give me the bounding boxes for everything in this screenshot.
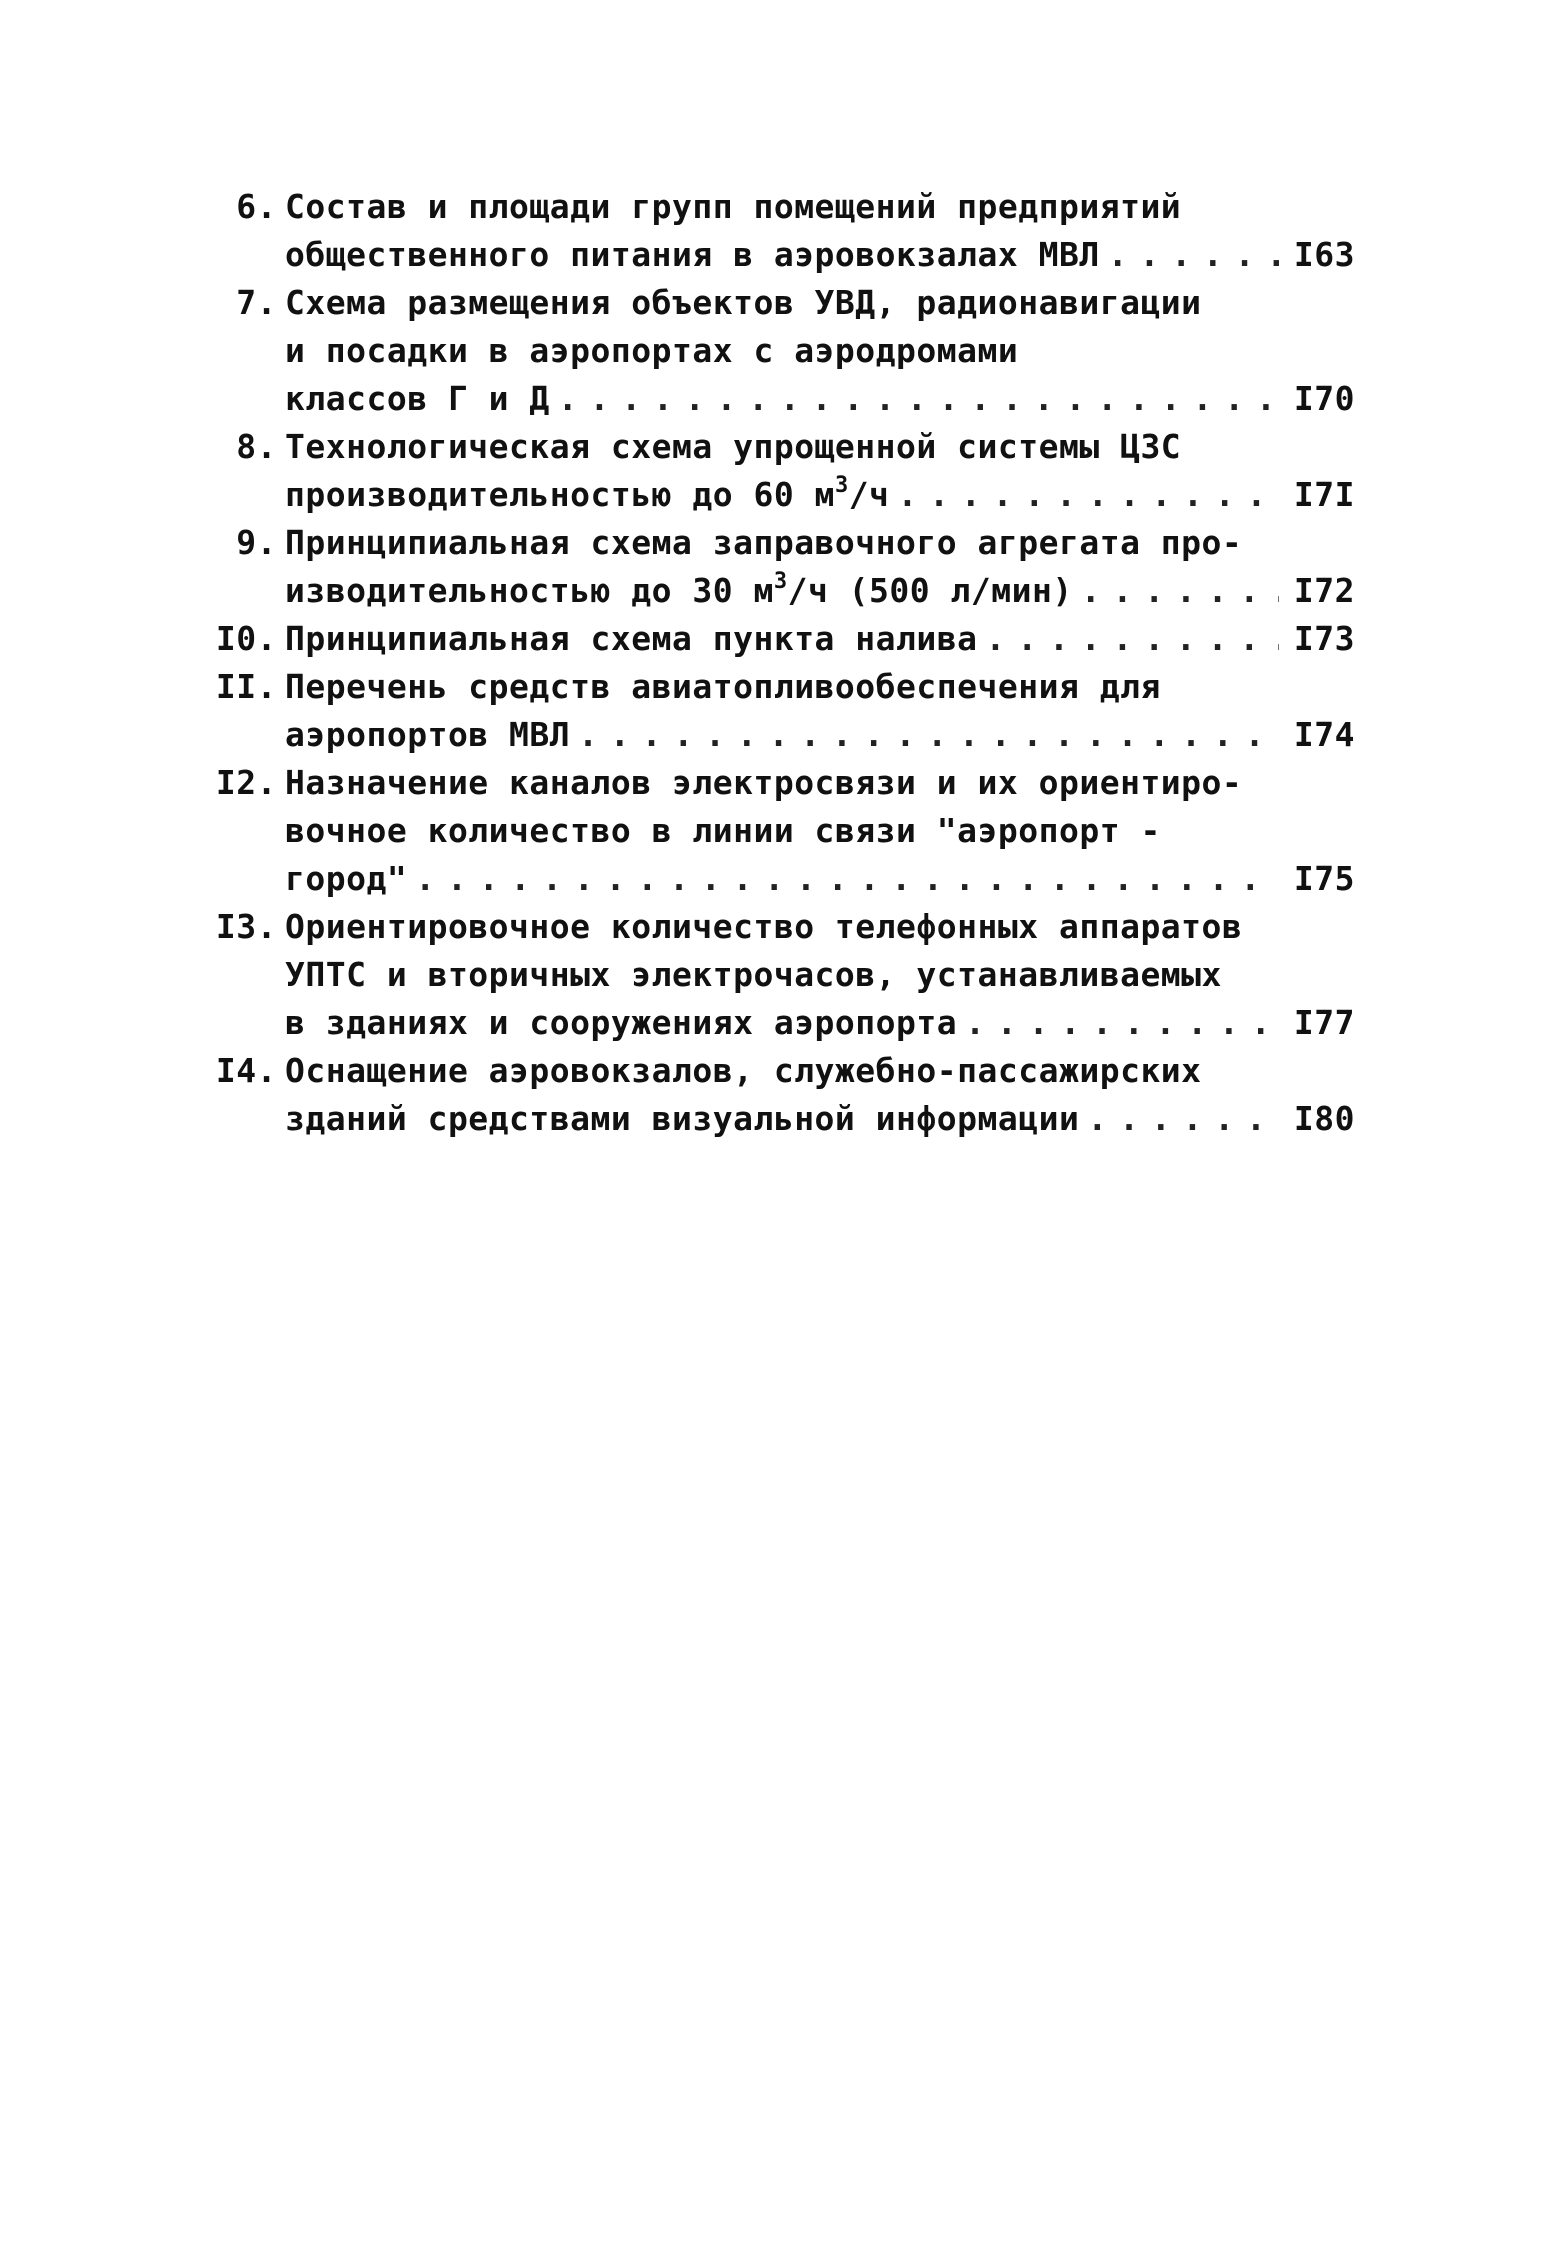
entry-title-line: Принципиальная схема заправочного агрегата про- <box>285 523 1243 562</box>
entry-page-number: I74 <box>1293 715 1355 754</box>
entry-title <box>285 663 1355 759</box>
entry-title-text: общественного питания в аэровокзалах МВЛ <box>285 235 1100 274</box>
entry-title-pre: производительностью до 60 м <box>285 475 835 514</box>
dot-leader <box>965 999 1279 1047</box>
entry-title <box>285 615 1355 663</box>
entry-title-last-line <box>285 999 1355 1047</box>
entry-page-number: I73 <box>1293 619 1355 658</box>
entry-page-number: I72 <box>1293 571 1355 610</box>
dot-leader <box>897 471 1279 519</box>
entry-title <box>285 759 1355 903</box>
entry-title-text <box>285 567 1073 615</box>
entry-title-line: Оснащение аэровокзалов, служебно-пассажирских <box>285 1051 1202 1090</box>
entry-number: 8. <box>236 427 277 466</box>
entry-title-text <box>285 471 889 519</box>
dot-leader <box>1108 231 1279 279</box>
entry-title-post: /ч <box>848 475 890 514</box>
entry-title-line: УПТС и вторичных электрочасов, устанавливаемых <box>285 955 1222 994</box>
toc-entry-6 <box>205 183 1355 279</box>
entry-title-line: Перечень средств авиатопливообеспечения для <box>285 667 1161 706</box>
entry-title <box>285 903 1355 1047</box>
entry-title-post: /ч (500 л/мин) <box>787 571 1073 610</box>
entry-title-last-line <box>285 375 1355 423</box>
entry-page-number: I75 <box>1293 859 1355 898</box>
entry-number: I3. <box>215 907 277 946</box>
entry-page-number: I7I <box>1293 475 1355 514</box>
entry-number: II. <box>215 667 277 706</box>
entry-title-line: Технологическая схема упрощенной системы ЦЗС <box>285 427 1182 466</box>
entry-title-text: город" <box>285 859 408 898</box>
entry-page-number: I63 <box>1293 235 1355 274</box>
dot-leader <box>986 615 1279 663</box>
entry-title-line: Ориентировочное количество телефонных аппаратов <box>285 907 1243 946</box>
entry-title-last-line <box>285 711 1355 759</box>
toc-entry-11 <box>205 663 1355 759</box>
superscript: 3 <box>773 569 788 594</box>
toc-entry-14 <box>205 1047 1355 1143</box>
entry-title-last-line <box>285 615 1355 663</box>
toc-entry-7 <box>205 279 1355 423</box>
entry-page-number: I80 <box>1293 1099 1355 1138</box>
dot-leader <box>558 375 1279 423</box>
dot-leader <box>1081 567 1279 615</box>
entry-title <box>285 423 1355 519</box>
entry-page-number: I77 <box>1293 1003 1355 1042</box>
toc-entry-8 <box>205 423 1355 519</box>
entry-number: I2. <box>215 763 277 802</box>
entry-title-last-line <box>285 1095 1355 1143</box>
entry-title-line: вочное количество в линии связи "аэропорт - <box>285 811 1161 850</box>
entry-page-number: I70 <box>1293 379 1355 418</box>
superscript: 3 <box>834 473 849 498</box>
entry-title <box>285 1047 1355 1143</box>
entry-title-line: Состав и площади групп помещений предприятий <box>285 187 1182 226</box>
entry-title-line: Схема размещения объектов УВД, радионавигации <box>285 283 1202 322</box>
toc-entry-9 <box>205 519 1355 615</box>
entry-title-pre: изводительностью до 30 м <box>285 571 774 610</box>
entry-title <box>285 279 1355 423</box>
entry-title-text: аэропортов МВЛ <box>285 715 571 754</box>
table-of-contents <box>205 183 1355 1143</box>
toc-entry-13 <box>205 903 1355 1047</box>
entry-title-last-line <box>285 231 1355 279</box>
entry-title-text: зданий средствами визуальной информации <box>285 1099 1080 1138</box>
entry-title-last-line <box>285 567 1355 615</box>
entry-number: 6. <box>236 187 277 226</box>
entry-title-line: и посадки в аэропортах с аэродромами <box>285 331 1019 370</box>
entry-title-line: Назначение каналов электросвязи и их ориентиро- <box>285 763 1243 802</box>
dot-leader <box>1087 1095 1279 1143</box>
entry-number: I4. <box>215 1051 277 1090</box>
entry-title-last-line <box>285 855 1355 903</box>
entry-number: 9. <box>236 523 277 562</box>
toc-entry-10 <box>205 615 1355 663</box>
entry-title-text: классов Г и Д <box>285 379 550 418</box>
entry-title <box>285 519 1355 615</box>
entry-number: 7. <box>236 283 277 322</box>
dot-leader <box>578 711 1279 759</box>
entry-number: I0. <box>215 619 277 658</box>
entry-title <box>285 183 1355 279</box>
toc-entry-12 <box>205 759 1355 903</box>
entry-title-text: в зданиях и сооружениях аэропорта <box>285 1003 958 1042</box>
entry-title-last-line <box>285 471 1355 519</box>
entry-title-text: Принципиальная схема пункта налива <box>285 619 978 658</box>
dot-leader <box>415 855 1279 903</box>
